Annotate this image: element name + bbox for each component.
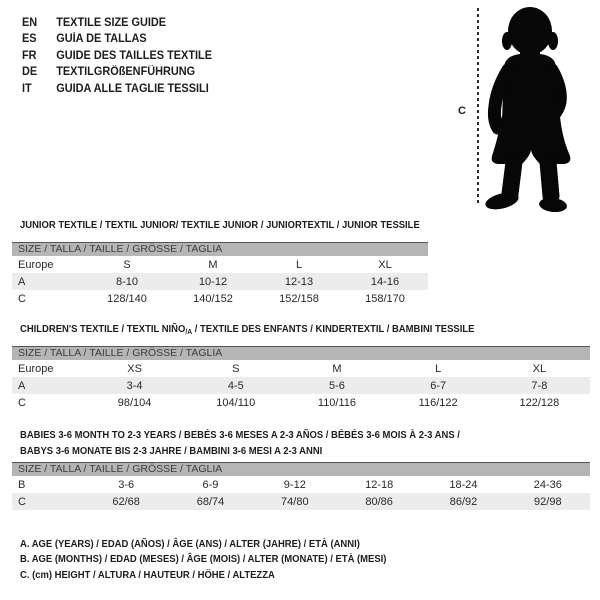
language-row-en xyxy=(22,15,212,31)
size-cell: 8-10 xyxy=(84,273,170,290)
table-row xyxy=(12,377,590,394)
language-code: IT xyxy=(22,82,32,95)
size-cell: S xyxy=(123,258,131,271)
language-row-de xyxy=(22,64,212,80)
size-cell: 104/110 xyxy=(216,396,256,409)
children-title-post: / TEXTILE DES ENFANTS / KINDERTEXTIL / BAMBINI TESSILE xyxy=(192,323,475,335)
size-cell: 7-8 xyxy=(489,377,590,394)
size-cell: 74/80 xyxy=(253,493,337,510)
row-label: A xyxy=(12,377,84,394)
size-cell: 4-5 xyxy=(185,377,286,394)
baby-silhouette-icon xyxy=(482,4,580,212)
children-title-sub: /A xyxy=(185,327,193,336)
footnotes xyxy=(20,537,427,583)
language-label: GUIDA ALLE TAGLIE TESSILI xyxy=(56,82,209,95)
junior-size-table xyxy=(12,242,428,307)
size-header-bar xyxy=(12,347,590,361)
size-header-label: SIZE / TALLA / TAILLE / GRÖSSE / TAGLIA xyxy=(12,243,428,257)
size-cell: XL xyxy=(378,258,392,271)
size-cell: M xyxy=(208,258,218,271)
language-code: FR xyxy=(22,49,37,62)
height-measure-label: C xyxy=(458,105,466,117)
size-cell: 98/104 xyxy=(117,396,152,409)
size-cell: 122/128 xyxy=(519,396,560,409)
table-row xyxy=(12,493,590,510)
size-cell: 152/158 xyxy=(279,292,319,305)
size-cell: 62/68 xyxy=(84,493,168,510)
size-cell: 3-6 xyxy=(118,478,135,491)
language-code: ES xyxy=(22,33,37,46)
row-label: Europe xyxy=(18,362,54,375)
language-row-fr xyxy=(22,48,212,64)
row-label: Europe xyxy=(18,258,54,271)
footnote-c: C. (cm) HEIGHT / ALTURA / HAUTEUR / HÖHE / ALTEZZA xyxy=(20,568,275,581)
language-code: EN xyxy=(22,17,38,29)
row-label: A xyxy=(12,273,84,290)
footnote-b: B. AGE (MONTHS) / EDAD (MESES) / ÂGE (MOIS) / ALTER (MONATE) / ETÀ (MESI) xyxy=(20,553,387,566)
size-cell: 12-13 xyxy=(256,273,342,290)
size-cell: 12-18 xyxy=(365,478,394,491)
size-cell: 18-24 xyxy=(449,478,478,491)
language-label: GUIDE DES TAILLES TEXTILE xyxy=(56,49,213,62)
language-label: GUÍA DE TALLAS xyxy=(56,33,147,46)
size-cell: 10-12 xyxy=(170,273,256,290)
size-cell: 158/170 xyxy=(365,292,405,305)
size-cell: 3-4 xyxy=(84,377,185,394)
babies-table-title xyxy=(20,427,460,459)
row-label: C xyxy=(18,396,26,409)
size-cell: L xyxy=(435,362,442,375)
language-row-it xyxy=(22,81,212,97)
table-row xyxy=(12,256,428,273)
size-cell: 110/116 xyxy=(317,396,357,409)
babies-title-line2: BABYS 3-6 MONATE BIS 2-3 JAHRE / BAMBINI 3-6 MESI A 2-3 ANNI xyxy=(20,445,323,457)
size-cell: M xyxy=(332,362,342,375)
size-cell: XS xyxy=(127,362,142,375)
size-cell: XL xyxy=(532,362,547,375)
size-cell: 68/74 xyxy=(168,493,252,510)
size-cell: 5-6 xyxy=(286,377,387,394)
table-row xyxy=(12,476,590,493)
language-label: TEXTILE SIZE GUIDE xyxy=(56,17,167,29)
row-label: C xyxy=(12,493,84,510)
children-table-title xyxy=(20,321,474,340)
junior-table-title: JUNIOR TEXTILE / TEXTIL JUNIOR/ TEXTILE JUNIOR / JUNIORTEXTIL / JUNIOR TESSILE xyxy=(20,219,420,231)
size-cell: 116/122 xyxy=(418,396,458,409)
size-header-label: SIZE / TALLA / TAILLE / GRÖSSE / TAGLIA xyxy=(12,463,590,477)
size-cell: 128/140 xyxy=(107,292,147,305)
table-row xyxy=(12,360,590,377)
size-cell: 6-7 xyxy=(388,377,489,394)
size-header-bar xyxy=(12,463,590,477)
size-cell: 140/152 xyxy=(193,292,233,305)
height-measure-dashed-line xyxy=(477,8,479,206)
language-label: TEXTILGRÖßENFÜHRUNG xyxy=(56,66,196,79)
size-cell: 9-12 xyxy=(283,478,306,491)
size-header-bar xyxy=(12,243,428,257)
table-row xyxy=(12,273,428,290)
size-cell: 6-9 xyxy=(202,478,219,491)
size-cell: 86/92 xyxy=(421,493,505,510)
babies-size-table xyxy=(12,462,590,510)
size-cell: S xyxy=(232,362,240,375)
size-cell: 92/98 xyxy=(506,493,590,510)
size-cell: 80/86 xyxy=(337,493,421,510)
size-cell: 14-16 xyxy=(342,273,428,290)
size-header-label: SIZE / TALLA / TAILLE / GRÖSSE / TAGLIA xyxy=(12,347,590,361)
size-cell: 24-36 xyxy=(533,478,562,491)
language-row-es xyxy=(22,31,212,47)
table-row xyxy=(12,290,428,307)
row-label: C xyxy=(18,292,26,305)
babies-title-line1: BABIES 3-6 MONTH TO 2-3 YEARS / BEBÉS 3-6 MESES A 2-3 AÑOS / BÉBÉS 3-6 MOIS À 2-3 ANS / xyxy=(20,429,460,441)
size-cell: L xyxy=(295,258,303,271)
table-row xyxy=(12,394,590,411)
children-title-pre: CHILDREN'S TEXTILE / TEXTIL NIÑO xyxy=(20,323,186,335)
row-label: B xyxy=(18,478,26,491)
language-list xyxy=(22,15,222,97)
children-size-table xyxy=(12,346,590,411)
footnote-a: A. AGE (YEARS) / EDAD (AÑOS) / ÂGE (ANS) / ALTER (JAHRE) / ETÀ (ANNI) xyxy=(20,538,360,550)
language-code: DE xyxy=(22,66,38,79)
